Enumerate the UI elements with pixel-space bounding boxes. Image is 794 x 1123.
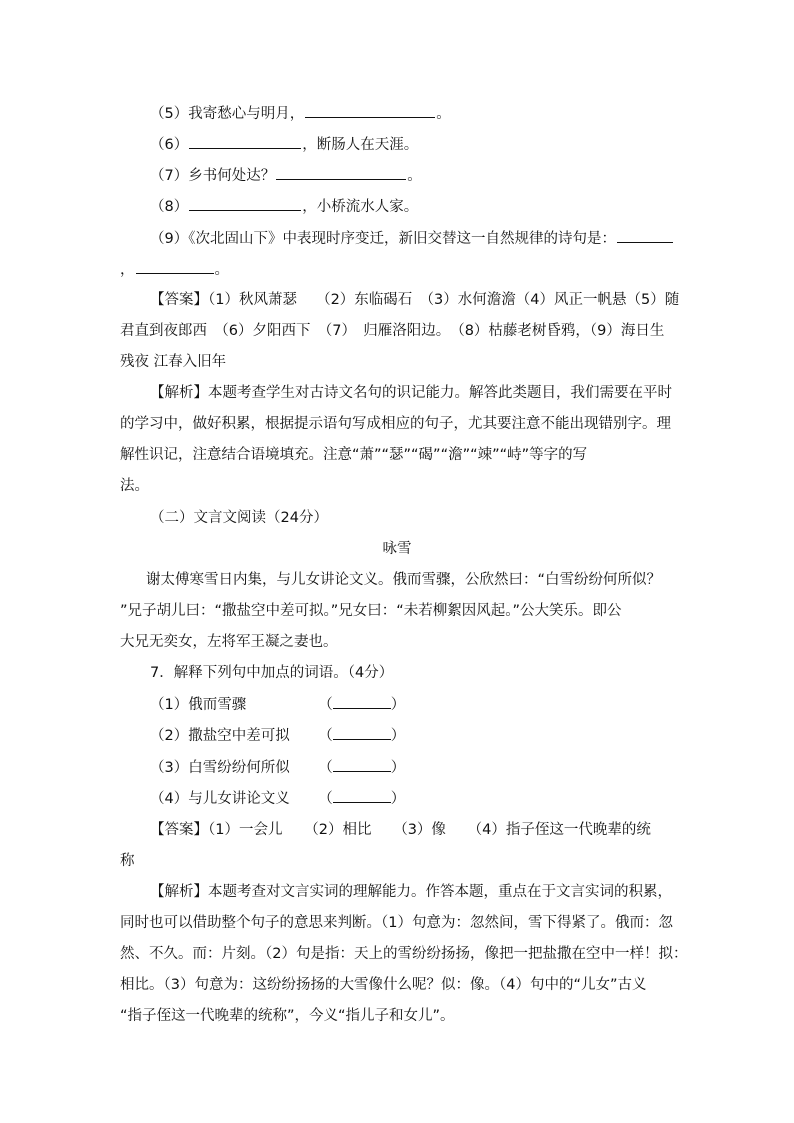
item-number: （5）: [150, 106, 189, 122]
analysis-line: [120, 975, 646, 995]
question-text: ，小桥流水人家。: [302, 199, 419, 215]
question-text: 。: [407, 168, 422, 184]
open-paren: （: [318, 791, 333, 807]
question-text: （9）《次北固山下》中表现时序变迁，新旧交替这一自然规律的诗句是：: [150, 231, 616, 247]
analysis-text: 然、不久。而：片刻。（2）句是指：天上的雪纷纷扬扬，像把一把盐撒在空中一样！拟：: [120, 946, 688, 962]
analysis-text: 相比。（3）句意为：这纷纷扬扬的大雪像什么呢？似：像。（4）句中的“儿女”古义: [120, 977, 647, 993]
analysis-block-1: [150, 383, 672, 403]
question-text: 。: [436, 106, 451, 122]
analysis-text: 本题考查学生对古诗文名句的识记能力。解答此类题目，我们需要在平时: [208, 385, 672, 401]
analysis-label: 【解析】: [150, 884, 208, 900]
question-9-continued: [120, 259, 229, 279]
answer-label: 【答案】: [150, 292, 208, 308]
question-text: 我寄愁心与明月，: [188, 106, 305, 122]
analysis-text: 法。: [120, 478, 149, 494]
answer-blank[interactable]: [305, 103, 435, 118]
analysis-text: 的学习中，做好积累，根据提示语句写成相应的句子，尤其要注意不能出现错别字。理: [120, 416, 671, 432]
question-9: [150, 228, 674, 248]
answer-blank[interactable]: [617, 228, 673, 243]
item-number: （4）: [150, 791, 189, 807]
analysis-line: [120, 476, 149, 496]
answer-text: （1）秋风萧瑟 （2）东临碣石 （3）水何澹澹（4）风正一帆悬（5）随: [208, 292, 680, 308]
answer-blank[interactable]: [333, 788, 391, 803]
open-paren: （: [318, 728, 333, 744]
open-paren: （: [318, 697, 333, 713]
item-text: 撒盐空中差可拟: [188, 728, 290, 744]
answer-line: [120, 352, 226, 372]
q7-item-4: [150, 788, 405, 808]
passage-title: 咏雪: [382, 541, 412, 557]
fill-blank-8: [150, 196, 418, 216]
question-text: 乡书何处达？: [188, 168, 276, 184]
close-paren: ）: [390, 728, 406, 744]
analysis-line: [120, 1006, 455, 1026]
item-text: 俄而雪骤: [188, 697, 247, 713]
passage-line: ”兄子胡儿曰：“撒盐空中差可拟。”兄女曰：“未若柳絮因风起。”公大笑乐。即公: [120, 603, 622, 619]
item-number: （1）: [150, 697, 189, 713]
fill-blank-5: [150, 103, 451, 123]
answer-text: 称: [120, 853, 135, 869]
question-text: 。: [214, 262, 229, 278]
answer-blank[interactable]: [136, 259, 214, 274]
answer-blank[interactable]: [276, 165, 406, 180]
answer-block-2: [150, 820, 651, 840]
section-title: （二）文言文阅读（24分）: [150, 510, 328, 526]
answer-text: 残夜 江春入旧年: [120, 354, 227, 370]
item-text: 白雪纷纷何所似: [188, 760, 290, 776]
q7-item-2: [150, 725, 405, 745]
item-text: 与儿女讲论文义: [188, 791, 290, 807]
analysis-line: [120, 913, 673, 933]
close-paren: ）: [390, 791, 406, 807]
question-text: ，断肠人在天涯。: [302, 137, 419, 153]
answer-blank[interactable]: [333, 694, 391, 709]
analysis-line: [120, 445, 587, 465]
item-number: （2）: [150, 728, 189, 744]
answer-block-1: [150, 290, 679, 310]
analysis-label: 【解析】: [150, 385, 208, 401]
close-paren: ）: [390, 760, 406, 776]
answer-blank[interactable]: [189, 134, 301, 149]
answer-text: 君直到夜郎西 （6）夕阳西下 （7） 归雁洛阳边。 （8）枯藤老树昏鸦，（9）海日生: [120, 323, 665, 339]
fill-blank-6: [150, 134, 418, 154]
answer-label: 【答案】: [150, 822, 208, 838]
passage-line: 大兄无奕女，左将军王凝之妻也。: [120, 634, 338, 650]
question-text: ，: [120, 262, 135, 278]
item-number: （3）: [150, 760, 189, 776]
analysis-block-2: [150, 882, 672, 902]
q7-item-1: [150, 694, 405, 714]
answer-line: [120, 321, 664, 341]
analysis-text: 同时也可以借助整个句子的意思来判断。（1）句意为：忽然间，雪下得紧了。俄而：忽: [120, 915, 673, 931]
item-number: （6）: [150, 137, 189, 153]
fill-blank-7: [150, 165, 422, 185]
answer-blank[interactable]: [333, 725, 391, 740]
analysis-line: [120, 944, 687, 964]
item-number: （7）: [150, 168, 189, 184]
answer-blank[interactable]: [189, 196, 301, 211]
q7-item-3: [150, 757, 405, 777]
passage-line: 谢太傅寒雪日内集，与儿女讲论文义。俄而雪骤，公欣然曰：“白雪纷纷何所似？: [146, 572, 662, 588]
close-paren: ）: [390, 697, 406, 713]
analysis-text: 解性识记，注意结合语境填充。注意“萧”“瑟”“碣”“澹”“竦”“峙”等字的写: [120, 447, 588, 463]
analysis-text: “指子侄这一代晚辈的统称”，今义“指儿子和女儿”。: [120, 1008, 455, 1024]
answer-text: （1）一会儿 （2）相比 （3）像 （4）指子侄这一代晚辈的统: [208, 822, 651, 838]
item-number: （8）: [150, 199, 189, 215]
analysis-line: [120, 414, 671, 434]
answer-blank[interactable]: [333, 757, 391, 772]
open-paren: （: [318, 760, 333, 776]
analysis-text: 本题考查对文言实词的理解能力。作答本题，重点在于文言实词的积累，: [208, 884, 672, 900]
answer-line: [120, 851, 135, 871]
question-7-prompt: 7．解释下列句中加点的词语。（4分）: [150, 665, 394, 681]
